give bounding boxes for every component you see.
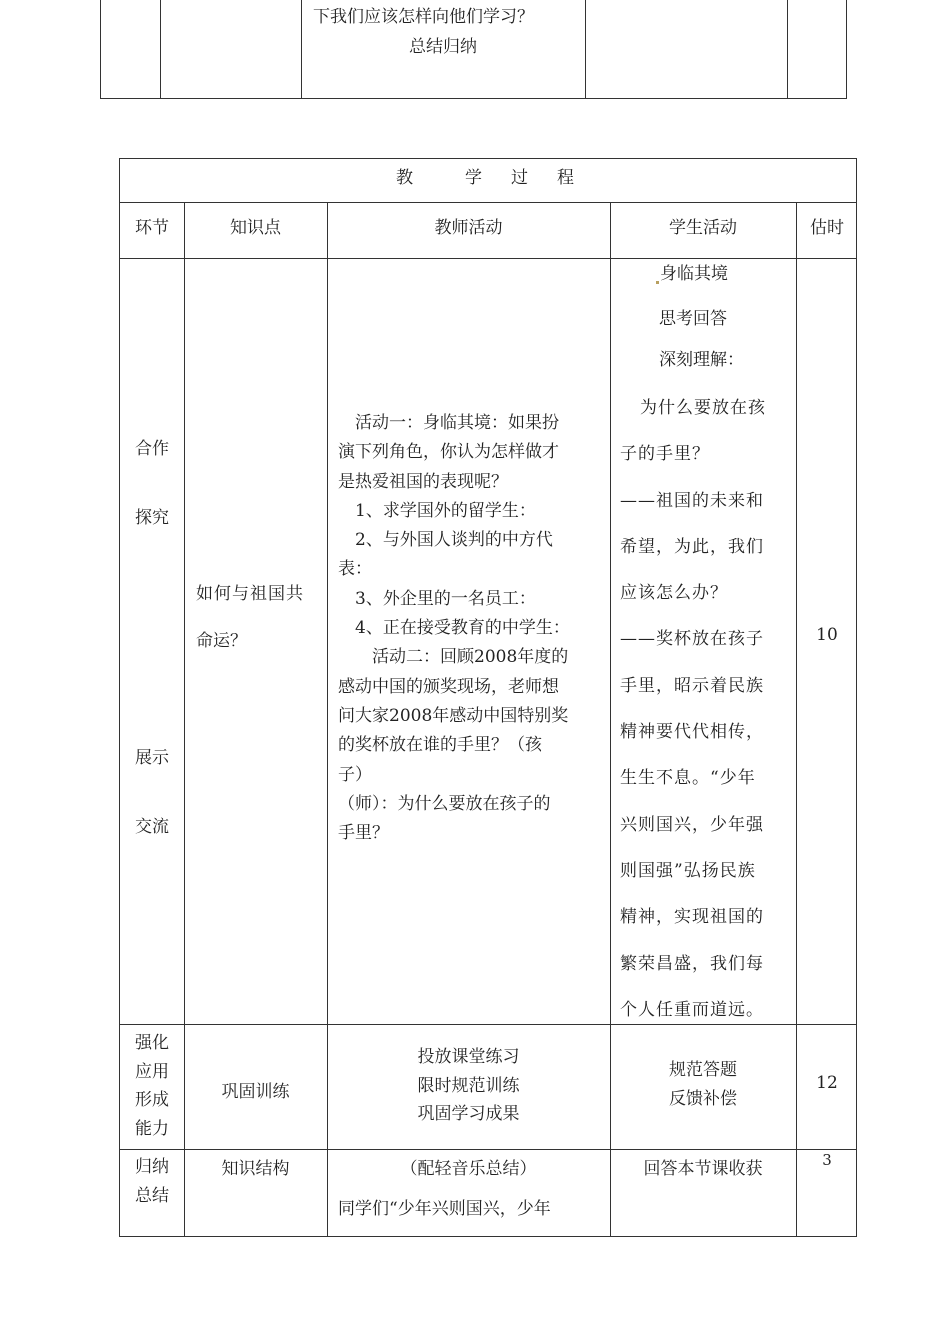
teacher-practice-line: 投放课堂练习 bbox=[417, 1047, 520, 1067]
teaching-process-table bbox=[119, 158, 857, 1237]
stage-summary-line: 归纳 bbox=[135, 1157, 169, 1177]
header-teacher-activity: 教师活动 bbox=[434, 218, 503, 238]
student-line: 个人任重而道远。 bbox=[620, 999, 764, 1020]
student-line: 则国强”弘扬民族 bbox=[620, 860, 756, 881]
student-summary: 回答本节课收获 bbox=[643, 1159, 763, 1179]
student-line: 应该怎么办？ bbox=[620, 583, 728, 604]
student-top-line2: 思考回答 bbox=[659, 309, 727, 329]
stage-display: 展示 bbox=[135, 748, 169, 768]
header-student-activity: 学生活动 bbox=[669, 218, 737, 238]
stage-apply-line: 强化 bbox=[135, 1033, 169, 1053]
student-line: 精神要代代相传， bbox=[620, 722, 764, 743]
stage-cooperate: 合作 bbox=[135, 439, 169, 459]
top-table bbox=[100, 0, 847, 99]
student-line: 精神，实现祖国的 bbox=[620, 907, 764, 928]
student-top-text: 身临其境 bbox=[660, 264, 728, 284]
teacher-line: 4、正在接受教育的中学生： bbox=[338, 618, 570, 639]
teacher-summary-line1: （配轻音乐总结） bbox=[400, 1159, 537, 1179]
teacher-practice bbox=[327, 1043, 610, 1129]
stage-apply-line: 能力 bbox=[135, 1118, 169, 1139]
stage-apply-line: 应用 bbox=[135, 1061, 169, 1082]
teacher-line: 子） bbox=[338, 764, 372, 785]
row-divider bbox=[120, 1149, 856, 1150]
teacher-line: 问大家2008年感动中国特别奖 bbox=[338, 705, 569, 726]
teacher-line: 3、外企里的一名员工： bbox=[338, 588, 536, 609]
knowledge-point-line2: 命运？ bbox=[196, 631, 247, 651]
stage-apply-line: 形成 bbox=[135, 1090, 169, 1110]
student-line: 希望，为此，我们 bbox=[620, 536, 764, 557]
top-table-line2: 总结归纳 bbox=[409, 37, 477, 57]
teacher-practice-line: 巩固学习成果 bbox=[417, 1104, 520, 1124]
time-estimate: 12 bbox=[816, 1073, 838, 1093]
teacher-line: 1、求学国外的留学生： bbox=[338, 500, 536, 521]
teacher-line: 演下列角色，你认为怎样做才 bbox=[338, 442, 559, 463]
teacher-activity-text bbox=[338, 409, 600, 848]
stage-apply bbox=[120, 1029, 184, 1143]
time-estimate: 10 bbox=[816, 625, 838, 645]
student-practice-line: 反馈补偿 bbox=[669, 1088, 737, 1109]
process-title: 教 学 过 程 bbox=[396, 168, 580, 188]
row-divider bbox=[120, 258, 856, 259]
teacher-line: 手里？ bbox=[338, 823, 389, 844]
teacher-summary-line2: 同学们“少年兴则国兴，少年 bbox=[338, 1199, 551, 1219]
header-stage: 环节 bbox=[135, 218, 169, 238]
stage-explore: 探究 bbox=[135, 508, 169, 528]
edit-mark bbox=[656, 281, 659, 284]
stage-summary bbox=[120, 1153, 184, 1210]
column-divider bbox=[585, 0, 586, 98]
knowledge-point-line1: 如何与祖国共 bbox=[196, 584, 304, 604]
student-line: 生生不息。“少年 bbox=[620, 768, 756, 789]
student-line: 繁荣昌盛，我们每 bbox=[620, 953, 764, 974]
teacher-practice-line: 限时规范训练 bbox=[417, 1075, 520, 1096]
teacher-line: 2、与外国人谈判的中方代 bbox=[338, 530, 553, 551]
column-divider bbox=[160, 0, 161, 98]
column-divider bbox=[787, 0, 788, 98]
knowledge-consolidate: 巩固训练 bbox=[221, 1082, 290, 1102]
knowledge-structure: 知识结构 bbox=[221, 1159, 290, 1179]
student-line: 兴则国兴，少年强 bbox=[620, 814, 764, 835]
stage-exchange: 交流 bbox=[135, 817, 169, 837]
stage-summary-line: 总结 bbox=[135, 1185, 169, 1206]
student-top-line1 bbox=[656, 259, 728, 284]
student-practice-line: 规范答题 bbox=[669, 1060, 737, 1080]
teacher-line: 表： bbox=[338, 559, 372, 580]
student-line: 为什么要放在孩 bbox=[640, 398, 766, 418]
teacher-line: （师）：为什么要放在孩子的 bbox=[338, 793, 551, 814]
student-line: ——奖杯放在孩子 bbox=[620, 629, 764, 650]
teacher-line: 感动中国的颁奖现场，老师想 bbox=[338, 676, 559, 697]
header-knowledge: 知识点 bbox=[230, 218, 281, 238]
student-line: ——祖国的未来和 bbox=[620, 490, 764, 511]
student-top-line3: 深刻理解： bbox=[659, 350, 744, 370]
header-time: 估时 bbox=[810, 218, 844, 238]
teacher-line: 活动二：回顾2008年度的 bbox=[338, 647, 569, 668]
student-practice bbox=[610, 1056, 796, 1113]
time-estimate: 3 bbox=[822, 1151, 832, 1169]
student-activity-text bbox=[620, 385, 787, 1033]
student-line: 子的手里？ bbox=[620, 444, 710, 465]
teacher-line: 是热爱祖国的表现呢？ bbox=[338, 471, 508, 492]
teacher-line: 活动一：身临其境：如果扮 bbox=[338, 413, 559, 433]
teacher-line: 的奖杯放在谁的手里？（孩 bbox=[338, 735, 542, 756]
row-divider bbox=[120, 202, 856, 203]
top-table-line1: 下我们应该怎样向他们学习？ bbox=[313, 7, 534, 27]
student-line: 手里，昭示着民族 bbox=[620, 675, 764, 696]
